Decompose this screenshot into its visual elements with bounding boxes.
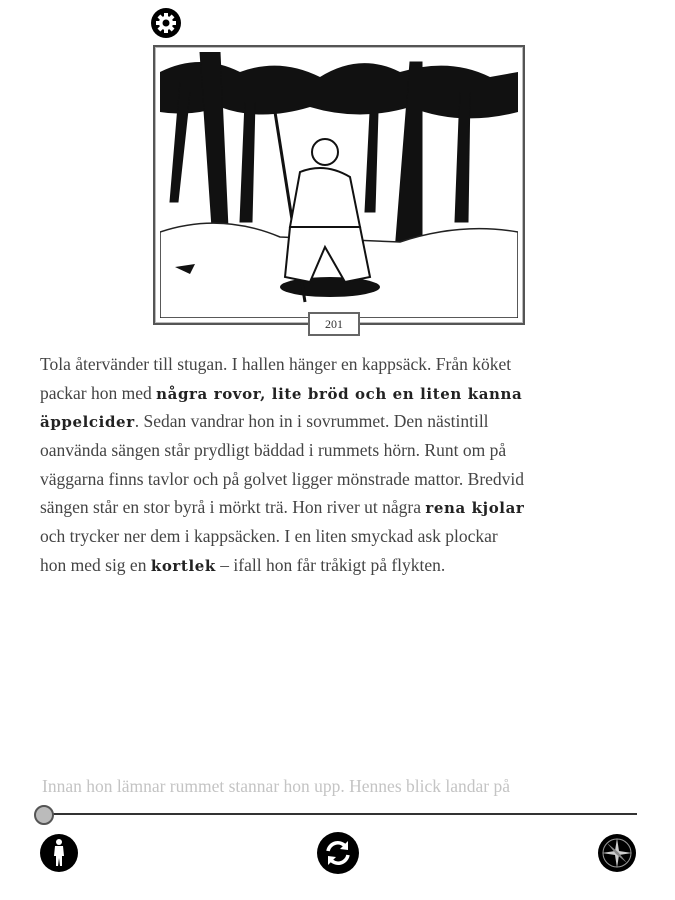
story-text-segment: . Sedan vandrar hon in i sovrummet. Den nästintill bbox=[134, 411, 489, 432]
story-text-segment: väggarna finns tavlor och på golvet ligger mönstrade mattor. Bredvid bbox=[40, 468, 525, 489]
story-illustration bbox=[153, 45, 525, 325]
story-text-segment: Tola återvänder till stugan. I hallen hänger en kappsäck. Från köket bbox=[40, 354, 512, 374]
story-line bbox=[40, 522, 640, 551]
highlighted-item-text: några rovor, lite bröd och en liten kanna bbox=[156, 384, 523, 403]
highlighted-item-text: rena kjolar bbox=[425, 499, 525, 518]
forest-warrior-illustration bbox=[160, 52, 518, 318]
progress-slider-handle[interactable] bbox=[34, 805, 54, 825]
restart-button[interactable] bbox=[317, 832, 359, 874]
progress-slider-track[interactable] bbox=[42, 813, 637, 815]
refresh-icon bbox=[317, 832, 359, 874]
map-button[interactable] bbox=[598, 834, 636, 872]
story-line bbox=[40, 465, 640, 494]
character-button[interactable] bbox=[40, 834, 78, 872]
highlighted-item-text: äppelcider bbox=[40, 413, 135, 432]
story-text-segment: sängen står en stor byrå i mörkt trä. Hon river ut några bbox=[40, 497, 426, 518]
story-text-segment: oanvända sängen står prydligt bäddad i rummets hörn. Runt om på bbox=[40, 440, 507, 461]
character-icon bbox=[40, 834, 78, 872]
story-line bbox=[40, 551, 640, 580]
highlighted-item-text: kortlek bbox=[150, 556, 216, 575]
story-text-segment: – ifall hon får tråkigt på flykten. bbox=[215, 554, 446, 575]
story-text-segment: hon med sig en bbox=[40, 554, 151, 575]
story-text-segment: packar hon med bbox=[40, 382, 157, 403]
page-number-badge: 201 bbox=[308, 312, 360, 336]
story-line bbox=[40, 379, 640, 408]
story-text bbox=[40, 350, 640, 580]
story-line bbox=[40, 350, 640, 379]
story-text-segment: och trycker ner dem i kappsäcken. I en liten smyckad ask plockar bbox=[40, 526, 498, 547]
settings-gear-icon[interactable] bbox=[150, 7, 182, 39]
story-line bbox=[40, 407, 640, 436]
story-line bbox=[40, 493, 640, 522]
compass-icon bbox=[598, 834, 636, 872]
next-paragraph-preview: Innan hon lämnar rummet stannar hon upp. Hennes blick landar på bbox=[42, 776, 510, 796]
story-line bbox=[40, 436, 640, 465]
